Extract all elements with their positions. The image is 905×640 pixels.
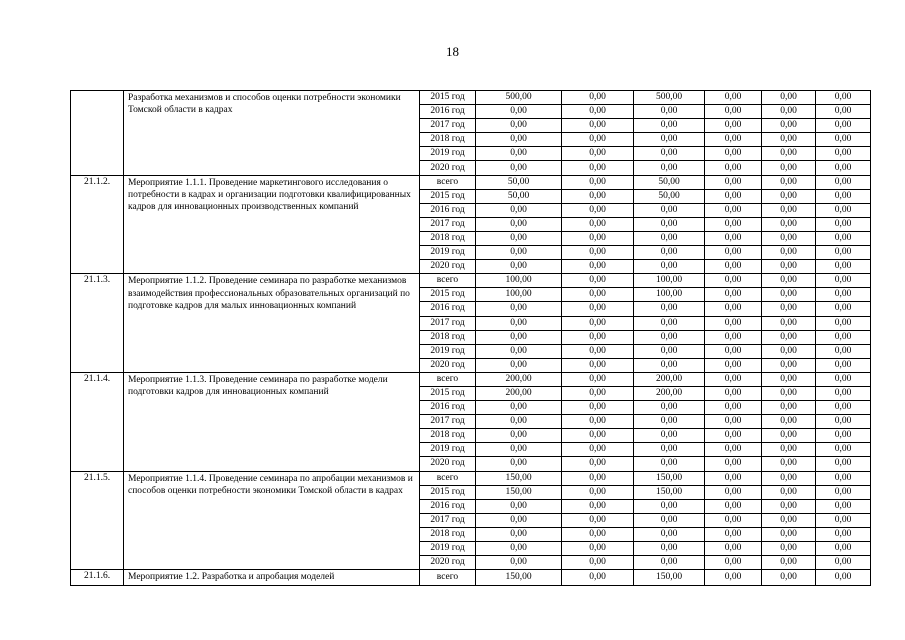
amount-cell: 0,00: [816, 133, 871, 147]
amount-cell: 0,00: [634, 330, 705, 344]
amount-cell: 0,00: [705, 217, 762, 231]
period-cell: 2019 год: [420, 246, 476, 260]
amount-cell: 0,00: [816, 556, 871, 570]
amount-cell: 0,00: [634, 246, 705, 260]
amount-cell: 0,00: [562, 147, 634, 161]
amount-cell: 0,00: [816, 457, 871, 471]
amount-cell: 0,00: [562, 203, 634, 217]
amount-cell: 0,00: [816, 542, 871, 556]
amount-cell: 0,00: [816, 260, 871, 274]
amount-cell: 0,00: [476, 556, 562, 570]
period-cell: 2020 год: [420, 457, 476, 471]
amount-cell: 0,00: [762, 119, 816, 133]
amount-cell: 0,00: [762, 274, 816, 288]
amount-cell: 0,00: [476, 542, 562, 556]
amount-cell: 0,00: [634, 260, 705, 274]
amount-cell: 0,00: [816, 527, 871, 541]
amount-cell: 0,00: [562, 386, 634, 400]
amount-cell: 50,00: [634, 175, 705, 189]
period-cell: 2019 год: [420, 344, 476, 358]
period-cell: 2020 год: [420, 161, 476, 175]
amount-cell: 0,00: [762, 246, 816, 260]
amount-cell: 0,00: [634, 358, 705, 372]
amount-cell: 500,00: [476, 91, 562, 105]
amount-cell: 0,00: [762, 105, 816, 119]
budget-table: [70, 90, 871, 586]
amount-cell: 0,00: [705, 527, 762, 541]
period-cell: 2017 год: [420, 119, 476, 133]
amount-cell: 0,00: [562, 513, 634, 527]
period-cell: 2018 год: [420, 330, 476, 344]
amount-cell: 0,00: [562, 358, 634, 372]
amount-cell: 0,00: [705, 91, 762, 105]
amount-cell: 0,00: [562, 217, 634, 231]
period-cell: 2018 год: [420, 231, 476, 245]
item-code: 21.1.5.: [71, 471, 124, 570]
amount-cell: 0,00: [816, 246, 871, 260]
period-cell: всего: [420, 570, 476, 586]
amount-cell: 0,00: [476, 231, 562, 245]
amount-cell: 150,00: [476, 471, 562, 485]
table-row: [71, 372, 871, 386]
period-cell: 2015 год: [420, 189, 476, 203]
period-cell: 2017 год: [420, 513, 476, 527]
amount-cell: 0,00: [705, 415, 762, 429]
amount-cell: 0,00: [476, 133, 562, 147]
amount-cell: 0,00: [476, 217, 562, 231]
amount-cell: 0,00: [762, 401, 816, 415]
amount-cell: 0,00: [476, 457, 562, 471]
amount-cell: 0,00: [816, 274, 871, 288]
amount-cell: 0,00: [476, 344, 562, 358]
period-cell: 2020 год: [420, 556, 476, 570]
amount-cell: 0,00: [562, 415, 634, 429]
amount-cell: 0,00: [705, 246, 762, 260]
amount-cell: 0,00: [634, 443, 705, 457]
amount-cell: 0,00: [634, 119, 705, 133]
amount-cell: 150,00: [476, 485, 562, 499]
amount-cell: 0,00: [762, 457, 816, 471]
item-code: 21.1.2.: [71, 175, 124, 274]
amount-cell: 0,00: [634, 147, 705, 161]
item-code: 21.1.4.: [71, 372, 124, 471]
amount-cell: 0,00: [705, 443, 762, 457]
amount-cell: 0,00: [476, 429, 562, 443]
amount-cell: 0,00: [816, 288, 871, 302]
amount-cell: 0,00: [476, 443, 562, 457]
item-description: Мероприятие 1.1.4. Проведение семинара по апробации механизмов и способов оценки потребности экономики Томской области в кадрах: [124, 471, 420, 570]
period-cell: всего: [420, 471, 476, 485]
amount-cell: 0,00: [762, 372, 816, 386]
amount-cell: 0,00: [705, 288, 762, 302]
amount-cell: 0,00: [634, 457, 705, 471]
period-cell: 2017 год: [420, 415, 476, 429]
amount-cell: 100,00: [476, 288, 562, 302]
period-cell: 2015 год: [420, 485, 476, 499]
amount-cell: 0,00: [705, 358, 762, 372]
amount-cell: 0,00: [634, 542, 705, 556]
amount-cell: 0,00: [476, 330, 562, 344]
amount-cell: 0,00: [562, 133, 634, 147]
amount-cell: 0,00: [705, 457, 762, 471]
amount-cell: 0,00: [816, 513, 871, 527]
item-description: Мероприятие 1.1.1. Проведение маркетингового исследования о потребности в кадрах и организации подготовки квалифицированных кадров для инновационных производственных компаний: [124, 175, 420, 274]
amount-cell: 0,00: [476, 203, 562, 217]
amount-cell: 0,00: [562, 485, 634, 499]
period-cell: 2019 год: [420, 443, 476, 457]
amount-cell: 100,00: [476, 274, 562, 288]
amount-cell: 0,00: [562, 570, 634, 586]
item-code: [71, 91, 124, 176]
amount-cell: 0,00: [762, 415, 816, 429]
amount-cell: 0,00: [762, 161, 816, 175]
amount-cell: 0,00: [762, 175, 816, 189]
amount-cell: 0,00: [562, 443, 634, 457]
table-row: [71, 274, 871, 288]
amount-cell: 0,00: [762, 231, 816, 245]
table-row: [71, 91, 871, 105]
amount-cell: 0,00: [562, 91, 634, 105]
amount-cell: 0,00: [562, 246, 634, 260]
amount-cell: 0,00: [816, 316, 871, 330]
amount-cell: 0,00: [705, 401, 762, 415]
amount-cell: 0,00: [634, 513, 705, 527]
amount-cell: 0,00: [762, 570, 816, 586]
amount-cell: 0,00: [562, 274, 634, 288]
amount-cell: 0,00: [816, 570, 871, 586]
amount-cell: 0,00: [476, 246, 562, 260]
amount-cell: 0,00: [705, 429, 762, 443]
amount-cell: 0,00: [816, 217, 871, 231]
amount-cell: 0,00: [705, 231, 762, 245]
amount-cell: 0,00: [816, 105, 871, 119]
amount-cell: 0,00: [762, 443, 816, 457]
amount-cell: 0,00: [562, 372, 634, 386]
amount-cell: 0,00: [634, 105, 705, 119]
amount-cell: 50,00: [476, 175, 562, 189]
amount-cell: 0,00: [476, 302, 562, 316]
amount-cell: 0,00: [816, 344, 871, 358]
period-cell: всего: [420, 372, 476, 386]
amount-cell: 0,00: [634, 527, 705, 541]
amount-cell: 200,00: [634, 372, 705, 386]
amount-cell: 0,00: [816, 302, 871, 316]
amount-cell: 0,00: [762, 260, 816, 274]
amount-cell: 0,00: [705, 203, 762, 217]
period-cell: 2018 год: [420, 527, 476, 541]
period-cell: 2016 год: [420, 203, 476, 217]
amount-cell: 0,00: [705, 471, 762, 485]
period-cell: 2018 год: [420, 133, 476, 147]
amount-cell: 0,00: [705, 147, 762, 161]
amount-cell: 0,00: [816, 203, 871, 217]
amount-cell: 0,00: [705, 499, 762, 513]
amount-cell: 0,00: [562, 344, 634, 358]
item-description: Мероприятие 1.2. Разработка и апробация моделей: [124, 570, 420, 586]
amount-cell: 0,00: [705, 161, 762, 175]
amount-cell: 0,00: [634, 344, 705, 358]
amount-cell: 0,00: [762, 330, 816, 344]
amount-cell: 0,00: [476, 401, 562, 415]
page-number: 18: [446, 44, 459, 59]
amount-cell: 0,00: [816, 401, 871, 415]
amount-cell: 0,00: [816, 471, 871, 485]
table-body: [71, 91, 871, 586]
amount-cell: 0,00: [816, 499, 871, 513]
amount-cell: 0,00: [634, 161, 705, 175]
amount-cell: 0,00: [762, 147, 816, 161]
amount-cell: 0,00: [562, 119, 634, 133]
amount-cell: 0,00: [762, 203, 816, 217]
amount-cell: 50,00: [476, 189, 562, 203]
period-cell: всего: [420, 274, 476, 288]
amount-cell: 0,00: [816, 231, 871, 245]
amount-cell: 0,00: [705, 105, 762, 119]
amount-cell: 200,00: [634, 386, 705, 400]
amount-cell: 0,00: [762, 499, 816, 513]
amount-cell: 0,00: [816, 372, 871, 386]
amount-cell: 0,00: [634, 217, 705, 231]
amount-cell: 0,00: [816, 429, 871, 443]
amount-cell: 0,00: [762, 217, 816, 231]
period-cell: 2019 год: [420, 147, 476, 161]
amount-cell: 0,00: [762, 302, 816, 316]
amount-cell: 0,00: [816, 386, 871, 400]
amount-cell: 0,00: [705, 556, 762, 570]
amount-cell: 0,00: [634, 556, 705, 570]
amount-cell: 0,00: [762, 316, 816, 330]
amount-cell: 0,00: [562, 401, 634, 415]
item-code: 21.1.3.: [71, 274, 124, 373]
amount-cell: 0,00: [705, 513, 762, 527]
period-cell: 2017 год: [420, 316, 476, 330]
period-cell: 2016 год: [420, 302, 476, 316]
amount-cell: 0,00: [705, 260, 762, 274]
table-row: [71, 175, 871, 189]
item-code: 21.1.6.: [71, 570, 124, 586]
amount-cell: 0,00: [762, 386, 816, 400]
amount-cell: 0,00: [705, 302, 762, 316]
amount-cell: 0,00: [762, 527, 816, 541]
amount-cell: 0,00: [476, 119, 562, 133]
amount-cell: 0,00: [762, 429, 816, 443]
table-row: [71, 570, 871, 586]
amount-cell: 0,00: [705, 485, 762, 499]
period-cell: 2017 год: [420, 217, 476, 231]
period-cell: 2016 год: [420, 105, 476, 119]
amount-cell: 0,00: [562, 260, 634, 274]
amount-cell: 0,00: [705, 542, 762, 556]
amount-cell: 0,00: [762, 471, 816, 485]
amount-cell: 0,00: [634, 231, 705, 245]
item-description: Разработка механизмов и способов оценки потребности экономики Томской области в кадрах: [124, 91, 420, 176]
amount-cell: 0,00: [476, 499, 562, 513]
amount-cell: 500,00: [634, 91, 705, 105]
amount-cell: 0,00: [705, 119, 762, 133]
amount-cell: 0,00: [562, 189, 634, 203]
amount-cell: 0,00: [562, 471, 634, 485]
amount-cell: 0,00: [476, 358, 562, 372]
amount-cell: 0,00: [634, 302, 705, 316]
amount-cell: 0,00: [816, 443, 871, 457]
amount-cell: 0,00: [562, 175, 634, 189]
amount-cell: 150,00: [634, 570, 705, 586]
amount-cell: 0,00: [705, 344, 762, 358]
amount-cell: 0,00: [476, 147, 562, 161]
period-cell: 2016 год: [420, 401, 476, 415]
amount-cell: 0,00: [705, 175, 762, 189]
amount-cell: 150,00: [634, 485, 705, 499]
amount-cell: 0,00: [705, 386, 762, 400]
amount-cell: 0,00: [816, 91, 871, 105]
amount-cell: 150,00: [634, 471, 705, 485]
amount-cell: 0,00: [562, 499, 634, 513]
amount-cell: 0,00: [562, 105, 634, 119]
amount-cell: 0,00: [705, 372, 762, 386]
amount-cell: 100,00: [634, 288, 705, 302]
amount-cell: 0,00: [762, 133, 816, 147]
amount-cell: 0,00: [816, 358, 871, 372]
amount-cell: 0,00: [705, 274, 762, 288]
amount-cell: 0,00: [762, 556, 816, 570]
amount-cell: 0,00: [476, 260, 562, 274]
amount-cell: 0,00: [705, 316, 762, 330]
amount-cell: 0,00: [476, 316, 562, 330]
amount-cell: 0,00: [762, 189, 816, 203]
period-cell: 2020 год: [420, 260, 476, 274]
amount-cell: 0,00: [634, 499, 705, 513]
amount-cell: 0,00: [562, 302, 634, 316]
amount-cell: 0,00: [816, 485, 871, 499]
amount-cell: 0,00: [476, 161, 562, 175]
period-cell: 2018 год: [420, 429, 476, 443]
period-cell: 2015 год: [420, 91, 476, 105]
period-cell: 2015 год: [420, 386, 476, 400]
amount-cell: 0,00: [816, 147, 871, 161]
amount-cell: 0,00: [562, 527, 634, 541]
amount-cell: 200,00: [476, 372, 562, 386]
amount-cell: 0,00: [562, 542, 634, 556]
amount-cell: 0,00: [562, 161, 634, 175]
period-cell: 2019 год: [420, 542, 476, 556]
amount-cell: 0,00: [562, 556, 634, 570]
amount-cell: 0,00: [562, 231, 634, 245]
amount-cell: 0,00: [634, 429, 705, 443]
item-description: Мероприятие 1.1.3. Проведение семинара по разработке модели подготовки кадров для инновационных компаний: [124, 372, 420, 471]
amount-cell: 0,00: [762, 358, 816, 372]
period-cell: 2016 год: [420, 499, 476, 513]
amount-cell: 0,00: [816, 415, 871, 429]
amount-cell: 0,00: [476, 513, 562, 527]
amount-cell: 0,00: [762, 485, 816, 499]
amount-cell: 0,00: [816, 175, 871, 189]
amount-cell: 0,00: [705, 133, 762, 147]
item-description: Мероприятие 1.1.2. Проведение семинара по разработке механизмов взаимодействия профессиональных образовательных организаций по подготовке кадров для малых инновационных компаний: [124, 274, 420, 373]
amount-cell: 0,00: [634, 133, 705, 147]
amount-cell: 0,00: [762, 344, 816, 358]
amount-cell: 0,00: [634, 316, 705, 330]
amount-cell: 0,00: [634, 401, 705, 415]
amount-cell: 100,00: [634, 274, 705, 288]
amount-cell: 0,00: [705, 570, 762, 586]
amount-cell: 0,00: [816, 119, 871, 133]
amount-cell: 0,00: [562, 429, 634, 443]
period-cell: всего: [420, 175, 476, 189]
amount-cell: 0,00: [562, 316, 634, 330]
amount-cell: 0,00: [476, 415, 562, 429]
amount-cell: 0,00: [816, 189, 871, 203]
table-row: [71, 471, 871, 485]
amount-cell: 0,00: [816, 161, 871, 175]
amount-cell: 0,00: [562, 457, 634, 471]
amount-cell: 0,00: [705, 330, 762, 344]
period-cell: 2020 год: [420, 358, 476, 372]
amount-cell: 50,00: [634, 189, 705, 203]
amount-cell: 0,00: [762, 91, 816, 105]
amount-cell: 0,00: [476, 527, 562, 541]
amount-cell: 0,00: [476, 105, 562, 119]
amount-cell: 0,00: [705, 189, 762, 203]
amount-cell: 0,00: [762, 513, 816, 527]
amount-cell: 0,00: [762, 542, 816, 556]
period-cell: 2015 год: [420, 288, 476, 302]
amount-cell: 0,00: [762, 288, 816, 302]
amount-cell: 0,00: [634, 203, 705, 217]
amount-cell: 0,00: [562, 330, 634, 344]
amount-cell: 0,00: [562, 288, 634, 302]
amount-cell: 150,00: [476, 570, 562, 586]
amount-cell: 0,00: [634, 415, 705, 429]
amount-cell: 0,00: [816, 330, 871, 344]
amount-cell: 200,00: [476, 386, 562, 400]
